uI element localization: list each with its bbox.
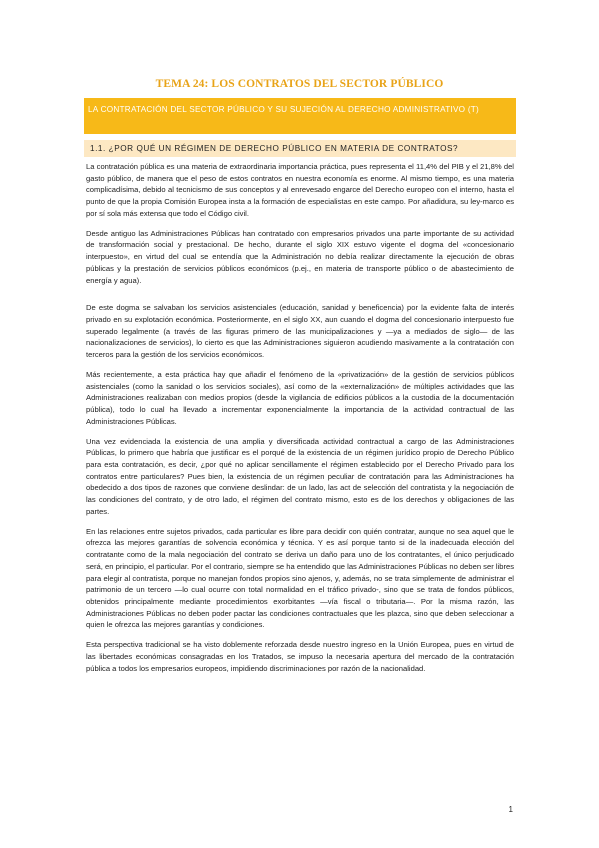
page-number: 1 (508, 805, 513, 814)
paragraph: Más recientemente, a esta práctica hay que añadir el fenómeno de la «privatización» de la gestión de servicios públicos asistenciales (como la sanidad o los servicios sociales), así como de la «externalización» de múltiples actividades que las Administraciones realizaban con medios propios (desde la vigilancia de edificios públicos a la custodia de la documentación pública), todo lo cual ha llevado a incrementar exponencialmente la importancia de la actividad contractual de las Administraciones Públicas. (86, 369, 514, 426)
subsection-heading: 1.1. ¿POR QUÉ UN RÉGIMEN DE DERECHO PÚBLICO EN MATERIA DE CONTRATOS? (84, 140, 516, 157)
document-title: TEMA 24: LOS CONTRATOS DEL SECTOR PÚBLICO (155, 78, 444, 90)
paragraph: La contratación pública es una materia de extraordinaria importancia práctica, pues representa el 11,4% del PIB y el 21,8% del gasto público, de manera que el peso de estos contratos en nuestra economía es enorme. Al mismo tiempo, es una materia complicadísima, debido al tecnicismo de sus conceptos y al enrevesado engarce del Derecho europeo con el interno, hasta el punto de que la propia Comisión Europea insta a la formación de especialistas en este campo. Por añadidura, su ley-marco es por sí sola más extensa que todo el Código civil. (86, 162, 514, 218)
paragraph: Desde antiguo las Administraciones Públicas han contratado con empresarios privados una parte importante de su actividad de transformación social y prestacional. De hecho, durante el siglo XIX estuvo vigente el dogma del «concesionario interpuesto», en virtud del cual se entendía que la Administración no debía realizar directamente la ejecución de obras públicas y la prestación de servicios públicos económicos (p.ej., en materia de transporte público o de abastecimiento de energía y agua). (86, 228, 514, 285)
document-body (86, 161, 514, 683)
paragraph: Esta perspectiva tradicional se ha visto doblemente reforzada desde nuestro ingreso en la Unión Europea, pues en virtud de las libertades económicas consagradas en los Tratados, se impuso la necesaria apertura del mercado de la contratación pública a todos los empresarios europeos, impidiendo discriminaciones por razón de la nacionalidad. (86, 640, 514, 673)
section-heading: LA CONTRATACIÓN DEL SECTOR PÚBLICO Y SU SUJECIÓN AL DERECHO ADMINISTRATIVO (T) (84, 98, 516, 134)
paragraph: Una vez evidenciada la existencia de una amplia y diversificada actividad contractual a cargo de las Administraciones Públicas, lo primero que habría que justificar es el porqué de la existencia de un régimen jurídico propio de Derecho Público para esta contratación, es decir, ¿por qué no aplicar sencillamente el régimen establecido por el Derecho Privado para los contratos entre particulares? Pues bien, la existencia de un régimen peculiar de contratación para las Administraciones ha obedecido a dos tipos de razones que conviene deslindar: de un lado, las act de selección del contratista y la negociación de las condiciones del contrato, y de otro lado, el régimen del contrato mismo, esto es de los derechos y obligaciones de las partes. (86, 436, 514, 516)
paragraph: De este dogma se salvaban los servicios asistenciales (educación, sanidad y beneficencia) por la evidente falta de interés privado en su explotación económica. Posteriormente, en el siglo XX, aun cuando el dogma del concesionario interpuesto fue superado legalmente (a través de las figuras primero de las municipalizaciones y —ya a mediados de siglo— de las nacionalizaciones de servicios), lo cierto es que las Administraciones siguieron acudiendo masivamente a la contratación con terceros para la gestión de los servicios económicos. (86, 303, 514, 360)
paragraph: En las relaciones entre sujetos privados, cada particular es libre para decidir con quién contratar, aunque no sea aquel que le ofrezca las mejores garantías de solvencia económica y técnica. Y es así porque tanto si de la inadecuada elección del contratante como de la mala negociación del contrato se deriva un daño para uno de los contratantes, el único perjudicado será, en principio, el particular. Por el contrario, siempre se ha entendido que las Administraciones Públicas no deben ser libres para elegir al contratista, porque no manejan fondos propios sino ajenos, y, además, no se trata simplemente de administrar el patrimonio de un tercero —lo cual ocurre con total normalidad en el tráfico privado-, sino que se trata de fondos públicos, obtenidos principalmente mediante procedimientos exorbitantes —vía fiscal o tributaria—. Por la misma razón, las Administraciones Públicas no deben poder pactar las condiciones contractuales que les plazca, sino que deben seleccionar a quien le ofrezca las mejores garantías y condiciones. (86, 526, 514, 630)
